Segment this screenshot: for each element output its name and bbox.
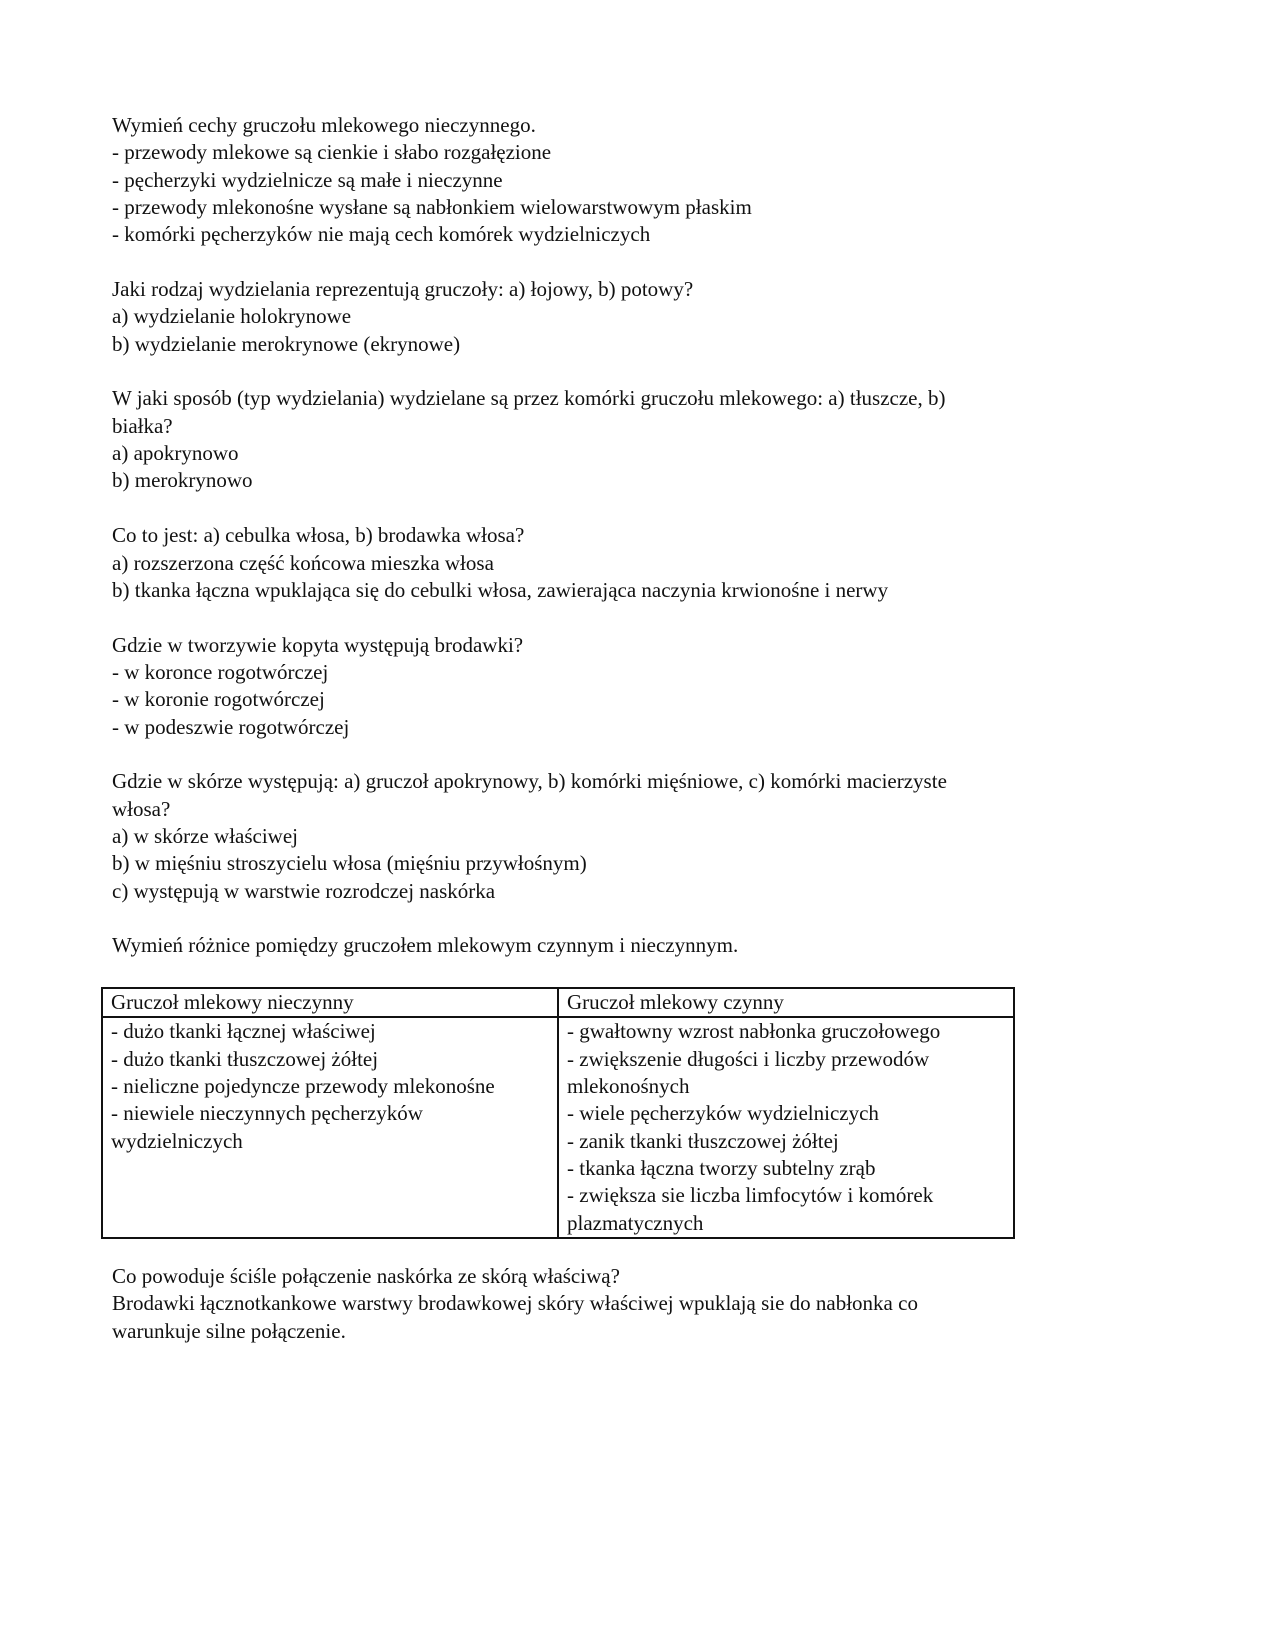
answer-line: b) w mięśniu stroszycielu włosa (mięśniu przywłośnym) xyxy=(112,851,587,876)
answer-line: a) rozszerzona część końcowa mieszka włosa xyxy=(112,550,494,575)
answer-line: - przewody mlekowe są cienkie i słabo rozgałęzione xyxy=(112,140,552,165)
answer-line: c) występują w warstwie rozrodczej naskórka xyxy=(112,878,496,903)
inactive-features-cell xyxy=(102,1017,558,1238)
table-cell-line: - nieliczne pojedyncze przewody mlekonośne xyxy=(111,1074,495,1099)
qa-section xyxy=(112,385,1112,494)
answer-line: a) wydzielanie holokrynowe xyxy=(112,304,352,329)
question-line: Jaki rodzaj wydzielania reprezentują gruczoły: a) łojowy, b) potowy? xyxy=(112,277,694,302)
question-line: Co powoduje ściśle połączenie naskórka ze skórą właściwą? xyxy=(112,1264,620,1288)
question-line: Co to jest: a) cebulka włosa, b) brodawka włosa? xyxy=(112,523,525,548)
table-cell-line: - wiele pęcherzyków wydzielniczych xyxy=(567,1101,879,1126)
answer-line: a) w skórze właściwej xyxy=(112,823,299,848)
answer-line: białka? xyxy=(112,413,173,438)
qa-section xyxy=(112,632,1112,741)
table-cell-line: - zwiększenie długości i liczby przewodów xyxy=(567,1046,930,1071)
answer-line: - przewody mlekonośne wysłane są nabłonkiem wielowarstwowym płaskim xyxy=(112,195,752,220)
answer-line: - w koronce rogotwórczej xyxy=(112,659,329,684)
table-cell-line: - gwałtowny wzrost nabłonka gruczołowego xyxy=(567,1019,941,1044)
table-cell-line: - zanik tkanki tłuszczowej żółtej xyxy=(567,1128,839,1153)
qa-section xyxy=(112,522,1112,604)
table-header-active: Gruczoł mlekowy czynny xyxy=(558,988,1014,1017)
qa-section xyxy=(112,932,1112,959)
table-cell-line: - zwiększa sie liczba limfocytów i komórek xyxy=(567,1183,934,1208)
answer-line: - w koronie rogotwórczej xyxy=(112,687,325,712)
answer-line: - pęcherzyki wydzielnicze są małe i nieczynne xyxy=(112,167,503,192)
table-cell-line: - dużo tkanki łącznej właściwej xyxy=(111,1019,376,1044)
table-row xyxy=(102,1017,1014,1238)
qa-section xyxy=(112,112,1112,249)
question-line: Gdzie w skórze występują: a) gruczoł apokrynowy, b) komórki mięśniowe, c) komórki macierzyste xyxy=(112,769,947,794)
table-header-row xyxy=(102,988,1014,1017)
question-line: Wymień różnice pomiędzy gruczołem mlekowym czynnym i nieczynnym. xyxy=(112,933,739,958)
question-line: Wymień cechy gruczołu mlekowego nieczynnego. xyxy=(112,113,536,137)
answer-line: b) wydzielanie merokrynowe (ekrynowe) xyxy=(112,331,461,356)
table-cell-line: wydzielniczych xyxy=(111,1128,243,1153)
qa-section xyxy=(112,768,1112,905)
question-line: Gdzie w tworzywie kopyta występują brodawki? xyxy=(112,632,524,657)
answer-line: b) tkanka łączna wpuklająca się do cebulki włosa, zawierająca naczynia krwionośne i nerwy xyxy=(112,577,889,602)
table-cell-line: plazmatycznych xyxy=(567,1210,704,1235)
table-cell-line: - tkanka łączna tworzy subtelny zrąb xyxy=(567,1156,876,1181)
table-cell-line: - dużo tkanki tłuszczowej żółtej xyxy=(111,1046,379,1071)
answer-line: warunkuje silne połączenie. xyxy=(112,1318,346,1343)
answer-line: włosa? xyxy=(112,796,171,821)
table-cell-line: - niewiele nieczynnych pęcherzyków xyxy=(111,1101,423,1126)
final-question-block xyxy=(112,1263,918,1345)
answer-line: - w podeszwie rogotwórczej xyxy=(112,714,350,739)
answer-line: Brodawki łącznotkankowe warstwy brodawkowej skóry właściwej wpuklają sie do nabłonka co xyxy=(112,1291,918,1316)
document-body xyxy=(112,112,1112,960)
answer-line: a) apokrynowo xyxy=(112,441,239,466)
table-header-inactive: Gruczoł mlekowy nieczynny xyxy=(102,988,558,1017)
answer-line: b) merokrynowo xyxy=(112,468,253,493)
comparison-table xyxy=(101,987,1015,1239)
question-line: W jaki sposób (typ wydzielania) wydzielane są przez komórki gruczołu mlekowego: a) tłuszcze, b) xyxy=(112,386,946,411)
answer-line: - komórki pęcherzyków nie mają cech komórek wydzielniczych xyxy=(112,222,651,247)
qa-section xyxy=(112,276,1112,358)
table-cell-line: mlekonośnych xyxy=(567,1074,690,1099)
active-features-cell xyxy=(558,1017,1014,1238)
